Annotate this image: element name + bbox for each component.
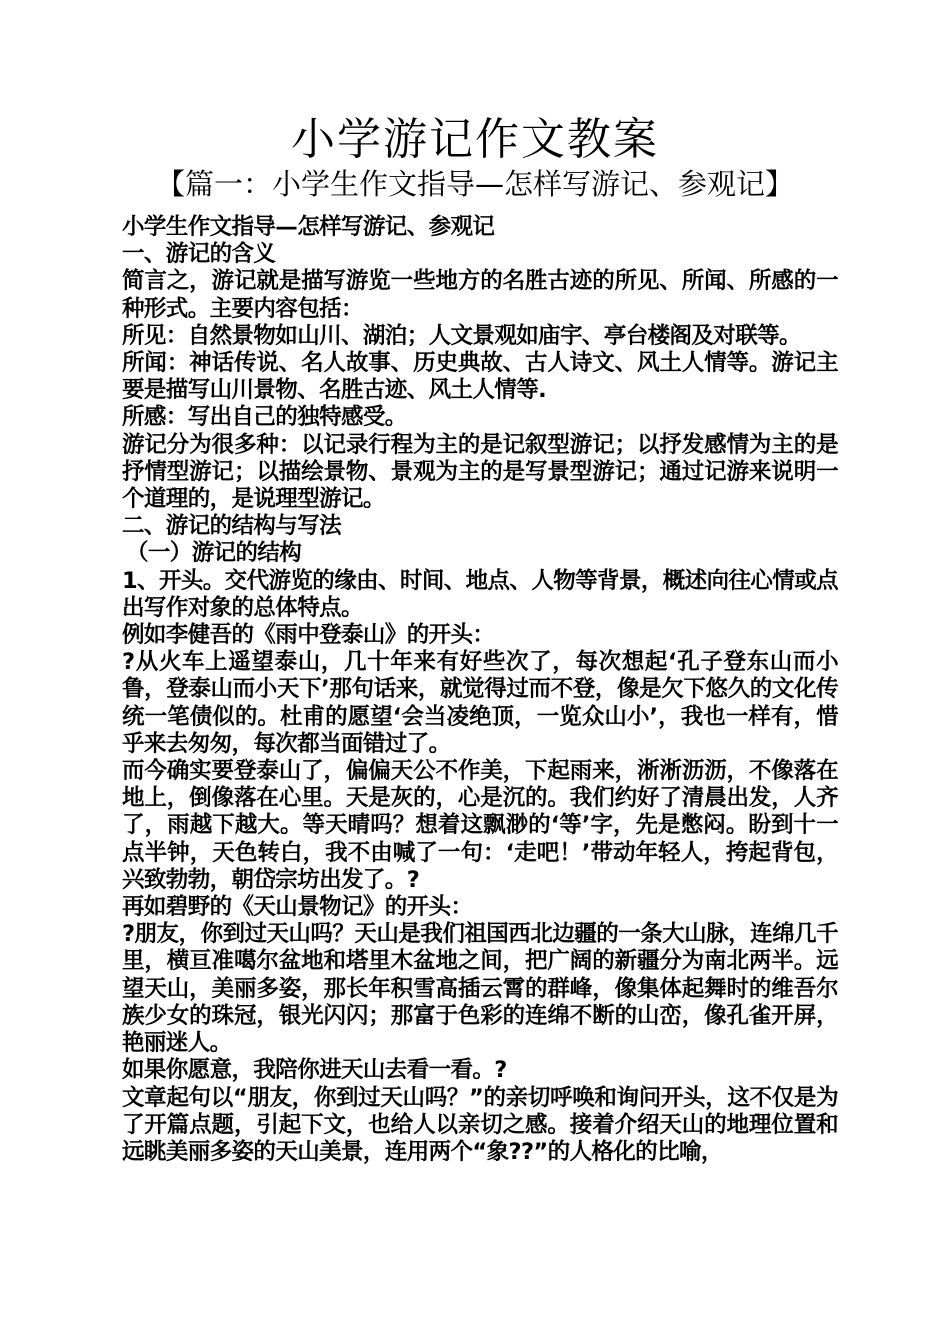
subsection-heading: （一）游记的结构 [126,540,302,567]
document-body [116,214,838,1166]
quote-paragraph: ?朋友，你到过天山吗？天山是我们祖国西北边疆的一条大山脉，连绵几千里，横亘准噶尔盆地和塔里木盆地之间，把广阔的新疆分为南北两半。远望天山，美丽多姿，那长年积雪高插云霄的群峰，像集体起舞时的维吾尔族少女的珠冠，银光闪闪；那富于色彩的连绵不断的山峦，像孔雀开屏，艳丽迷人。 [122,921,838,1057]
section-heading: 二、游记的结构与写法 [122,513,342,540]
section-heading: 一、游记的含义 [122,241,276,268]
paragraph: 例如李健吾的《雨中登泰山》的开头： [122,622,495,649]
paragraph: 再如碧野的《天山景物记》的开头： [122,894,473,921]
document-subtitle: 【篇一：小学生作文指导—怎样写游记、参观记】 [155,167,794,201]
paragraph: 游记分为很多种：以记录行程为主的是记叙型游记；以抒发感情为主的是抒情型游记；以描绘景物、景观为主的是写景型游记；通过记游来说明一个道理的，是说理型游记。 [122,431,838,513]
quote-paragraph: 如果你愿意，我陪你进天山去看一看。? [122,1057,507,1084]
quote-paragraph: 而今确实要登泰山了，偏偏天公不作美，下起雨来，淅淅沥沥，不像落在地上，倒像落在心里。天是灰的，心是沉的。我们约好了清晨出发，人齐了，雨越下越大。等天晴吗？想着这飘渺的‘等’字，先是憋闷。盼到十一点半钟，天色转白，我不由喊了一句：‘走吧！’带动年轻人，挎起背包，兴致勃勃，朝岱宗坊出发了。? [122,758,838,893]
section-heading: 小学生作文指导—怎样写游记、参观记 [122,214,495,240]
paragraph: 文章起句以“朋友，你到过天山吗？”的亲切呼唤和询问开头，这不仅是为了开篇点题，引起下文，也给人以亲切之感。接着介绍天山的地理位置和远眺美丽多姿的天山美景，连用两个“象??”的人格化的比喻， [122,1084,838,1165]
paragraph: 简言之，游记就是描写游览一些地方的名胜古迹的所见、所闻、所感的一种形式。主要内容包括： [122,268,838,322]
document-title: 小学游记作文教案 [291,114,659,165]
paragraph: 所见：自然景物如山川、湖泊；人文景观如庙宇、亭台楼阁及对联等。 [122,322,801,349]
paragraph: 所闻：神话传说、名人故事、历史典故、古人诗文、风土人情等。游记主要是描写山川景物、名胜古迹、风土人情等. [122,350,838,404]
paragraph: 1、开头。交代游览的缘由、时间、地点、人物等背景，概述向往心情或点出写作对象的总体特点。 [122,567,838,621]
quote-paragraph: ?从火车上遥望泰山，几十年来有好些次了，每次想起‘孔子登东山而小鲁，登泰山而小天下’那句话来，就觉得过而不登，像是欠下悠久的文化传统一笔债似的。杜甫的愿望‘会当凌绝顶，一览众山小’，我也一样有，惜乎来去匆匆，每次都当面错过了。 [122,649,838,757]
paragraph: 所感：写出自己的独特感受。 [122,404,407,431]
